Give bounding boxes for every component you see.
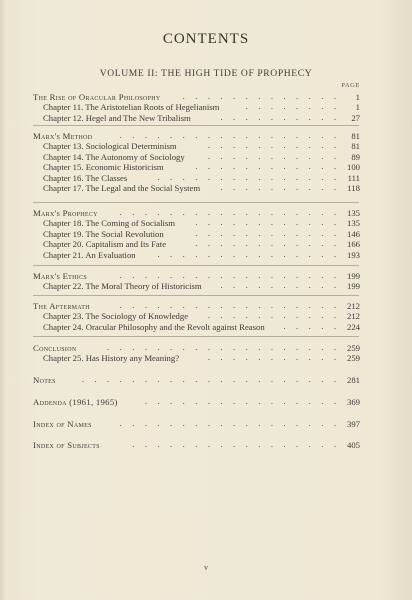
toc-chapter-entry[interactable] xyxy=(43,112,360,124)
entry-title: Chapter 16. The Classes xyxy=(43,172,128,183)
entry-page-number: 81 xyxy=(351,131,360,141)
entry-page-number: 1 xyxy=(355,92,360,102)
dot-leader: . . . . . . . . . . . . . . . xyxy=(157,171,336,182)
dot-leader: . . . . . . . . . . . . . . . . . . xyxy=(119,130,336,140)
page-column-label: PAGE xyxy=(341,82,360,89)
entry-page-number: 100 xyxy=(346,162,360,173)
entry-page-number: 111 xyxy=(347,172,360,183)
section-divider xyxy=(33,295,359,296)
dot-leader: . . . . . . . . . . xyxy=(220,182,336,192)
entry-page-number: 81 xyxy=(351,141,360,152)
entry-page-number: 199 xyxy=(346,271,360,281)
dot-leader: . . . . . . . . . . . . . . . . . . . xyxy=(107,342,336,352)
entry-page-number: 1 xyxy=(355,102,360,113)
entry-page-number: 212 xyxy=(346,311,360,322)
entry-title: Notes xyxy=(33,375,56,385)
dot-leader: . . . . . . . . . . . xyxy=(207,150,336,161)
entry-page-number: 397 xyxy=(346,419,360,429)
entry-page-number: 212 xyxy=(346,301,360,311)
entry-title: Chapter 13. Sociological Determinism xyxy=(43,141,177,152)
entry-title: Chapter 11. The Aristotelian Roots of Hegelianism xyxy=(43,102,220,113)
entry-page-number: 89 xyxy=(351,151,360,162)
entry-title: Chapter 12. Hegel and The New Tribalism xyxy=(43,112,191,123)
dot-leader: . . . . . . . . xyxy=(245,101,336,112)
toc-chapter-entry[interactable] xyxy=(43,352,360,364)
dot-leader: . . . . . . . . . . . . xyxy=(195,227,336,238)
entry-page-number: 281 xyxy=(346,375,360,385)
entry-title: Conclusion xyxy=(33,343,77,353)
dot-leader: . . . . . . . . . . . . . . . . . . xyxy=(119,418,336,428)
section-divider xyxy=(33,265,359,266)
entry-title: Chapter 17. The Legal and the Social System xyxy=(43,183,201,193)
dot-leader: . . . . . . . . . . . . . xyxy=(182,91,336,101)
entry-title: Chapter 21. An Evaluation xyxy=(43,249,136,260)
entry-page-number: 166 xyxy=(346,239,360,250)
dot-leader: . . . . . . . . . . . . . . . . . . . . . xyxy=(81,374,336,384)
entry-title: Marx's Ethics xyxy=(33,271,88,281)
entry-title: Marx's Method xyxy=(33,131,93,141)
entry-page-number: 224 xyxy=(346,321,360,332)
entry-title: Chapter 15. Economic Historicism xyxy=(43,162,164,173)
page-title: CONTENTS xyxy=(162,31,250,47)
toc-part-entry[interactable] xyxy=(33,396,360,408)
toc-part-entry[interactable] xyxy=(33,418,360,430)
entry-title: Chapter 24. Oracular Philosophy and the Revolt against Reason xyxy=(43,321,265,332)
toc-chapter-entry[interactable] xyxy=(43,249,360,261)
dot-leader: . . . . . . . . . . . . xyxy=(195,161,336,172)
entry-page-number: 259 xyxy=(346,343,360,353)
entry-page-number: 405 xyxy=(346,440,360,450)
entry-title: Chapter 22. The Moral Theory of Historicism xyxy=(43,281,202,292)
entry-title: The Aftermath xyxy=(33,301,90,311)
dot-leader: . . . . . . . . . . xyxy=(220,280,336,291)
dot-leader: . . . . . . . . . . . . xyxy=(195,217,336,228)
dot-leader: . . . . . . . . . . xyxy=(220,111,336,122)
dot-leader: . . . . . xyxy=(283,320,336,331)
entry-title: Chapter 20. Capitalism and Its Fate xyxy=(43,239,167,250)
section-divider xyxy=(33,202,359,203)
entry-page-number: 369 xyxy=(346,397,360,407)
entry-page-number: 118 xyxy=(347,183,360,193)
entry-page-number: 146 xyxy=(346,228,360,239)
toc-part-entry[interactable] xyxy=(33,374,360,386)
entry-title: Chapter 25. Has History any Meaning? xyxy=(43,353,180,364)
entry-title: The Rise of Oracular Philosophy xyxy=(33,92,161,102)
entry-title: Addenda (1961, 1965) xyxy=(33,397,118,407)
entry-title: Index of Names xyxy=(33,419,92,429)
page-folio: v xyxy=(204,563,208,572)
entry-page-number: 193 xyxy=(346,249,360,260)
section-divider xyxy=(33,336,359,337)
toc-part-entry[interactable] xyxy=(33,439,360,451)
entry-title: Chapter 18. The Coming of Socialism xyxy=(43,218,176,229)
entry-page-number: 135 xyxy=(346,208,360,218)
toc-chapter-entry[interactable] xyxy=(43,280,360,292)
volume-heading: VOLUME II: THE HIGH TIDE OF PROPHECY xyxy=(99,68,313,79)
dot-leader: . . . . . . . . . . . . . . . xyxy=(157,248,336,259)
dot-leader: . . . . . . . . . . . xyxy=(207,140,336,151)
entry-page-number: 135 xyxy=(346,218,360,229)
entry-page-number: 27 xyxy=(351,112,360,123)
entry-title: Index of Subjects xyxy=(33,440,100,450)
dot-leader: . . . . . . . . . . . . . . . . . xyxy=(132,439,336,449)
dot-leader: . . . . . . . . . . . . . . . . . . xyxy=(119,270,336,280)
dot-leader: . . . . . . . . . . . xyxy=(207,310,336,321)
dot-leader: . . . . . . . . . . . . . . . . . . xyxy=(119,207,336,217)
entry-title: Chapter 19. The Social Revolution xyxy=(43,228,164,239)
dot-leader: . . . . . . . . . . . . . . . . xyxy=(144,396,336,406)
toc-chapter-entry[interactable] xyxy=(43,321,360,333)
entry-title: Chapter 23. The Sociology of Knowledge xyxy=(43,311,189,322)
entry-page-number: 259 xyxy=(346,353,360,364)
section-divider xyxy=(33,125,359,126)
entry-title: Chapter 14. The Autonomy of Sociology xyxy=(43,151,185,162)
toc-chapter-entry[interactable] xyxy=(43,182,360,194)
dot-leader: . . . . . . . . . . . . xyxy=(195,238,336,249)
dot-leader: . . . . . . . . . . . xyxy=(207,352,336,363)
entry-page-number: 199 xyxy=(346,281,360,292)
entry-title: Marx's Prophecy xyxy=(33,208,98,218)
dot-leader: . . . . . . . . . . . . . . . . . . xyxy=(119,300,336,310)
